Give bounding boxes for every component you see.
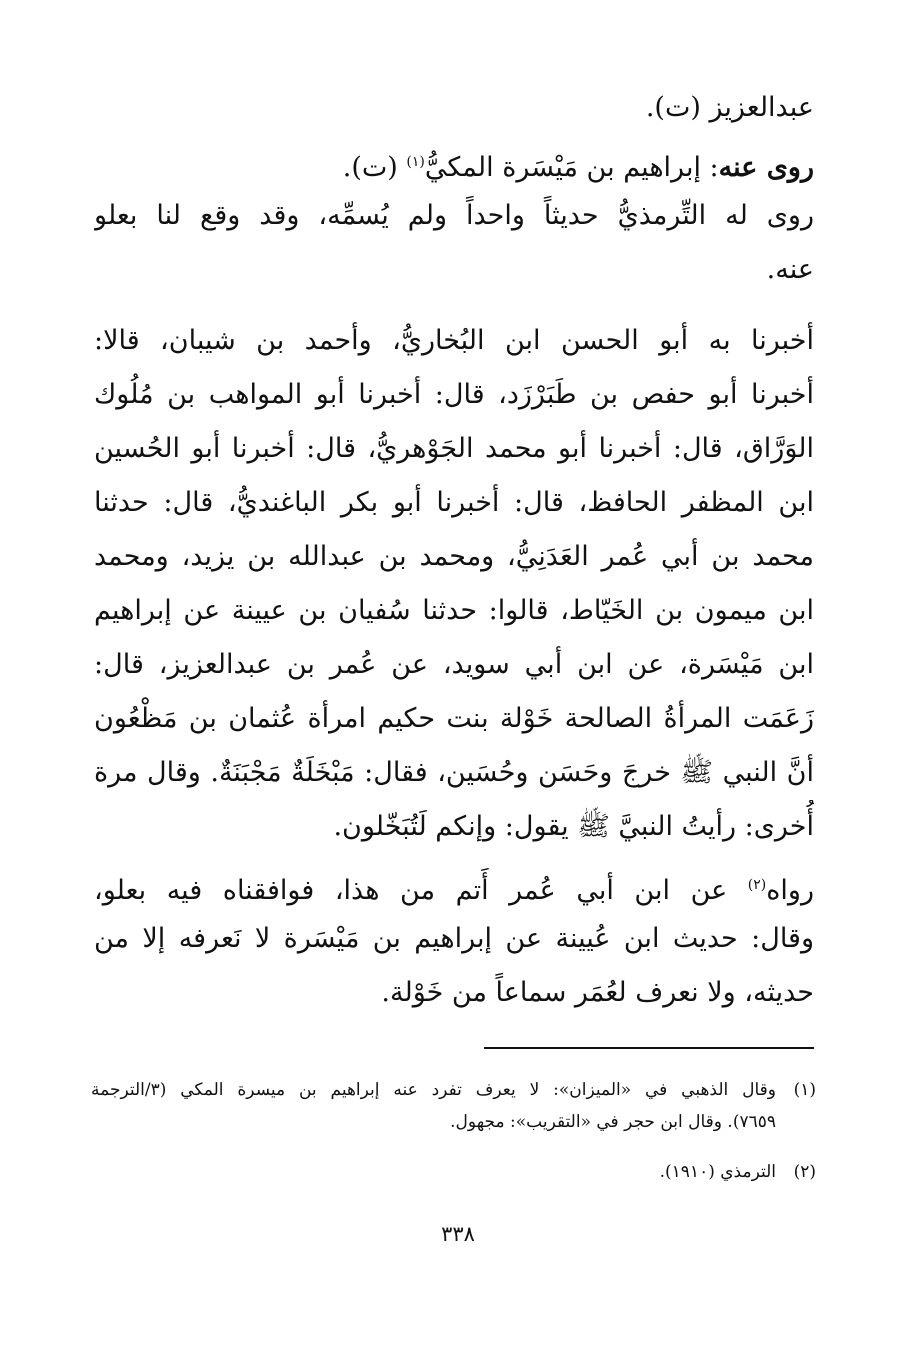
page-number: ٣٣٨ <box>441 1222 475 1246</box>
text-line: حديثه، ولا نعرف لعُمَر سماعاً من خَوْلة. <box>381 977 814 1008</box>
attribution-paragraph <box>94 858 814 1020</box>
text-line: ابن ميمون بن الخَيّاط، قالوا: حدثنا سُفيان بن عيينة عن إبراهيم <box>94 595 814 626</box>
footnote-2 <box>91 1156 816 1188</box>
text-line: أخبرنا به أبو الحسن ابن البُخاريُّ، وأحمد بن شيبان، قالا: <box>94 325 814 356</box>
text-line: روى له التِّرمذيُّ حديثاً واحداً ولم يُسمِّه، وقد وقع لنا بعلو <box>94 200 814 231</box>
footnote-line <box>91 1156 816 1188</box>
hadith-chain <box>94 314 814 854</box>
text-line: عنه. <box>766 254 814 285</box>
text-line: ابن المظفر الحافظ، قال: أخبرنا أبو بكر الباغنديُّ، قال: حدثنا <box>94 487 814 518</box>
narrator-name: : إبراهيم بن مَيْسَرة المكيُّ <box>424 152 719 183</box>
footnote-line: ٧٦٥٩). وقال ابن حجر في «التقريب»: مجهول. <box>450 1112 776 1132</box>
footnote-ref-1[interactable]: (١) <box>406 154 425 170</box>
footnote-text: الترمذي (١٩١٠). <box>659 1162 776 1182</box>
narrators-line <box>94 135 814 189</box>
footnote-divider <box>484 1047 814 1049</box>
text-line: الوَرَّاق، قال: أخبرنا أبو محمد الجَوْهريُّ، قال: أخبرنا أبو الحُسين <box>94 433 814 464</box>
footnote-number: (١) <box>793 1080 816 1100</box>
text-line: أخبرنا أبو حفص بن طَبَرْزَد، قال: أخبرنا أبو المواهب بن مُلُوك <box>94 379 814 410</box>
narrator-mark: (ت). <box>342 152 407 183</box>
footnote-number: (٢) <box>793 1162 816 1182</box>
text-segment: رواه <box>766 875 814 906</box>
footnote-line <box>91 1074 816 1106</box>
footnote-1 <box>91 1074 816 1138</box>
text-line: محمد بن أبي عُمر العَدَنِيُّ، ومحمد بن عبدالله بن يزيد، ومحمد <box>94 541 814 572</box>
footnote-ref-2[interactable]: (٢) <box>747 877 767 893</box>
text-line: عبدالعزيز (ت). <box>645 92 814 123</box>
text-line: زَعَمَت المرأةُ الصالحة خَوْلة بنت حكيم امرأة عُثمان بن مَظْعُون <box>94 703 814 734</box>
attribution-first-line <box>94 858 814 912</box>
text-line: ابن مَيْسَرة، عن ابن أبي سويد، عن عُمر بن عبدالعزيز، قال: <box>94 649 814 680</box>
text-line: وقال: حديث ابن عُيينة عن إبراهيم بن مَيْسَرة لا نَعرفه إلا من <box>94 923 814 954</box>
footnote-text: وقال الذهبي في «الميزان»: لا يعرف تفرد عنه إبراهيم بن ميسرة المكي (٣/الترجمة <box>91 1080 776 1100</box>
narrated-from-label: روى عنه <box>718 152 814 183</box>
text-line: أُخرى: رأيتُ النبيَّ ﷺ يقول: وإنكم لَتُبَخّلون. <box>333 811 814 842</box>
main-text <box>94 81 814 297</box>
text-segment: عن ابن أبي عُمر أَتم من هذا، فوافقناه فيه بعلو، <box>94 875 748 906</box>
text-line: أنَّ النبي ﷺ خرجَ وحَسَن وحُسَين، فقال: مَبْخَلَةٌ مَجْبَنَةٌ. وقال مرة <box>94 757 814 788</box>
